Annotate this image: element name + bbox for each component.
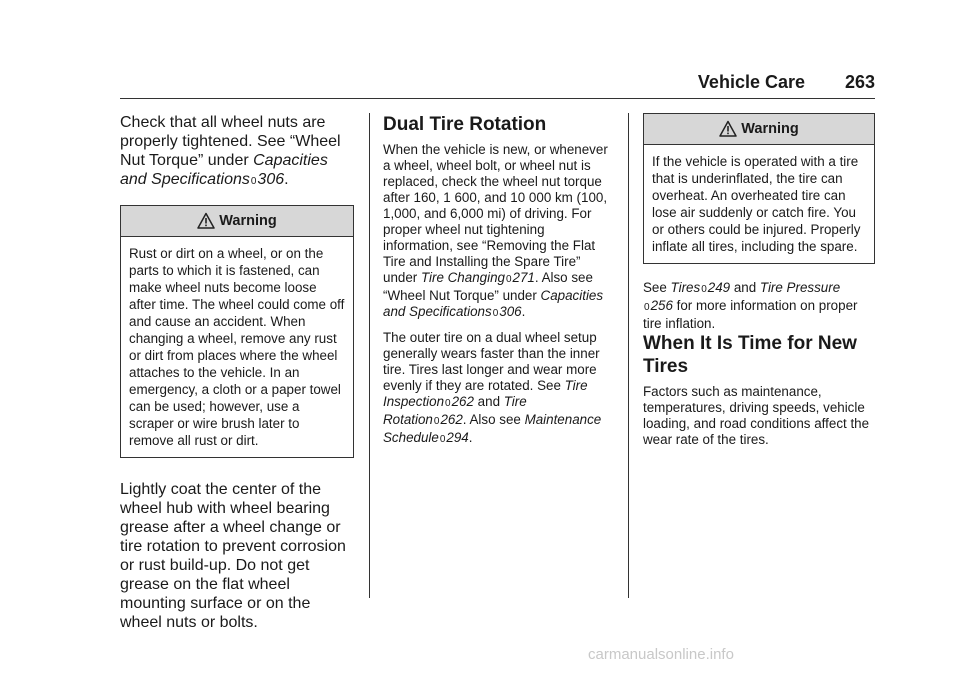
body-paragraph: Factors such as maintenance, temperatures, driving speeds, vehicle loading, and road conditions affect the wear rate of the tires.	[643, 384, 870, 447]
xref-page[interactable]: 271	[512, 270, 535, 285]
column-3	[643, 113, 875, 448]
warning-text: Rust or dirt on a wheel, or on the parts to which it is fastened, can make wheel nuts become loose after time. The wheel could come off and cause an accident. When changing a wheel, remove any rust or dirt from places where the wheel attaches to the vehicle. In an emergency, a cloth or a paper towel can be used; however, use a scraper or wire brush later to remove all rust or dirt.	[129, 246, 345, 448]
page-ref-arrow-icon: 0	[439, 434, 446, 445]
xref-link[interactable]: Tire Pressure	[759, 280, 841, 295]
page-ref-arrow-icon: 0	[250, 176, 257, 187]
warning-box	[120, 205, 354, 458]
page-ref-arrow-icon: 0	[433, 416, 440, 427]
xref-link[interactable]: Tire Changing	[420, 270, 505, 285]
xref-page[interactable]: 306	[257, 171, 285, 188]
xref-page[interactable]: 249	[707, 280, 731, 295]
xref-link[interactable]: Tire Rotation	[383, 394, 527, 427]
page-ref-arrow-icon: 0	[445, 398, 451, 409]
xref-page[interactable]: 256	[650, 298, 673, 313]
column-divider-2	[628, 113, 629, 598]
body-paragraph: Lightly coat the center of the wheel hub with wheel bearing grease after a wheel change or tire rotation to prevent corrosion or rust build-up. Do not get grease on the flat wheel mounting surface or on the wheel nuts or bolts.	[120, 481, 346, 631]
warning-header	[121, 206, 353, 237]
watermark: carmanualsonline.info	[588, 646, 734, 663]
warning-text: If the vehicle is operated with a tire that is underinflated, the tire can overheat. An overheated tire can lose air suddenly or catch fire. You or others could be injured. Properly inflate all tires, including the spare.	[652, 154, 861, 254]
section-heading: Dual Tire Rotation	[383, 114, 547, 135]
section-heading: When It Is Time for New Tires	[643, 333, 857, 377]
column-divider-1	[369, 113, 370, 598]
xref-link[interactable]: Capacities and Specifications	[383, 288, 604, 319]
warning-title: Warning	[219, 213, 277, 229]
warning-triangle-icon	[719, 120, 737, 138]
xref-link[interactable]: Capacities and Specifications	[120, 152, 328, 188]
page-ref-arrow-icon: 0	[492, 308, 499, 319]
page-ref-arrow-icon: 0	[644, 302, 650, 313]
xref-page[interactable]: 294	[446, 430, 469, 445]
warning-box	[643, 113, 875, 264]
intro-paragraph: Check that all wheel nuts are properly tightened. See “Wheel Nut Torque” under Capacities and Specifications0306.	[120, 114, 341, 188]
warning-title: Warning	[741, 121, 799, 137]
xref-link[interactable]: Maintenance Schedule	[383, 412, 602, 445]
column-2	[383, 113, 613, 448]
warning-triangle-icon	[197, 212, 215, 230]
header-rule	[120, 98, 875, 99]
page-ref-arrow-icon: 0	[701, 284, 707, 295]
body-paragraph: See Tires0249 and Tire Pressure 0256 for more information on proper tire inflation.	[643, 280, 858, 331]
page-number: 263	[844, 72, 875, 92]
xref-link[interactable]: Tires	[670, 280, 701, 295]
xref-link[interactable]: Tire Inspection	[383, 378, 588, 409]
xref-page[interactable]: 262	[440, 412, 463, 427]
page-ref-arrow-icon: 0	[505, 274, 512, 285]
page-header	[120, 72, 875, 96]
xref-page[interactable]: 306	[499, 304, 522, 319]
body-paragraph: When the vehicle is new, or whenever a wheel, wheel bolt, or wheel nut is replaced, check the wheel nut torque after 160, 1 600, and 10 000 km (100, 1,000, and 6,000 mi) of driving. For proper wheel nut tightening information, see “Removing the Flat Tire and Installing the Spare Tire” under Tire Changing0271. Also see “Wheel Nut Torque” under Capacities and Specifications0306.	[383, 142, 608, 319]
xref-page[interactable]: 262	[451, 394, 474, 409]
section-title: Vehicle Care	[697, 72, 805, 92]
column-1	[120, 113, 354, 632]
body-paragraph: The outer tire on a dual wheel setup generally wears faster than the inner tire. Tires last longer and wear more evenly if they are rotated. See Tire Inspection0262 and Tire Rotation0262. Also see Maintenance Schedule0294.	[383, 330, 602, 445]
warning-header	[644, 114, 874, 145]
